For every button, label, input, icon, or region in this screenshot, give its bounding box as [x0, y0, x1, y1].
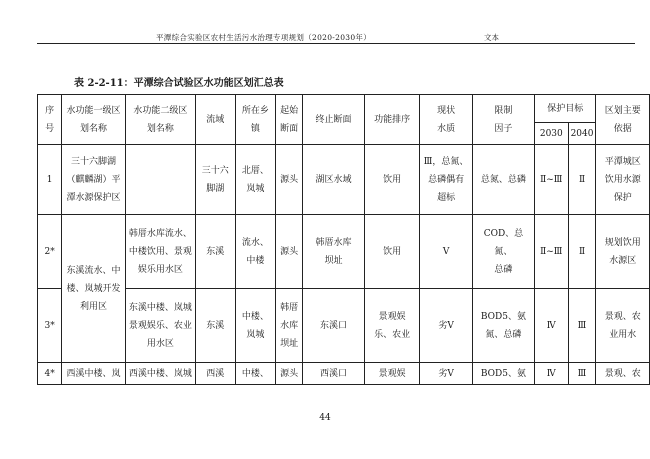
- cell-end: 西溪口: [303, 363, 365, 385]
- cell-end: 东溪口: [303, 289, 365, 363]
- cell-town: 中楼、: [235, 363, 276, 385]
- cell-basin: 西溪: [195, 363, 235, 385]
- cell-level2: 东溪中楼、岚城 景观娱乐、农业 用水区: [125, 289, 195, 363]
- page-number: 44: [319, 413, 331, 423]
- cell-target-2040: Ⅱ: [568, 145, 596, 215]
- cell-target-2030: Ⅳ: [535, 289, 569, 363]
- header-level1: 水功能一级区 划名称: [62, 95, 126, 145]
- cell-basin: 三十六 脚湖: [195, 145, 235, 215]
- cell-start: 韩厝 水库 坝址: [276, 289, 303, 363]
- header-no: 序 号: [38, 95, 62, 145]
- header-2040: 2040: [568, 123, 596, 145]
- cell-no: 4*: [38, 363, 62, 385]
- cell-no: 1: [38, 145, 62, 215]
- header-end: 终止断面: [303, 95, 365, 145]
- header-rule: [37, 43, 635, 44]
- cell-basis: 规划饮用 水源区: [596, 215, 650, 289]
- cell-rank: 饮用: [365, 145, 420, 215]
- header-start: 起始 断面: [276, 95, 303, 145]
- cell-limit-factor: BOD5、氨: [472, 363, 534, 385]
- cell-basis: 景观、农 业用水: [596, 289, 650, 363]
- cell-basis: 平潭城区 饮用水源 保护: [596, 145, 650, 215]
- header-rank: 功能排序: [365, 95, 420, 145]
- table-row: [38, 363, 650, 385]
- cell-start: 源头: [276, 215, 303, 289]
- header-title: 平潭综合实验区农村生活污水治理专项规划（2020-2030年）: [156, 33, 372, 42]
- cell-rank: 景观娱 乐、农业: [365, 289, 420, 363]
- cell-target-2030: Ⅱ~Ⅲ: [535, 145, 569, 215]
- cell-level2: 韩厝水库流水、 中楼饮用、景观 娱乐用水区: [125, 215, 195, 289]
- cell-no: 3*: [38, 289, 62, 363]
- cell-level2: [125, 145, 195, 215]
- cell-town: 流水、 中楼: [235, 215, 276, 289]
- cell-basis: 景观、农: [596, 363, 650, 385]
- cell-limit-factor: COD、总氮、 总磷: [472, 215, 534, 289]
- cell-level1: 西溪中楼、岚: [62, 363, 126, 385]
- cell-rank: 景观娱: [365, 363, 420, 385]
- table-caption: 表 2-2-11：平潭综合试验区水功能区划汇总表: [74, 78, 284, 89]
- cell-basin: 东溪: [195, 289, 235, 363]
- cell-target-2030: Ⅳ: [535, 363, 569, 385]
- cell-no: 2*: [38, 215, 62, 289]
- cell-end: 湖区水域: [303, 145, 365, 215]
- header-current-quality: 现状 水质: [420, 95, 473, 145]
- cell-town: 中楼、 岚城: [235, 289, 276, 363]
- table-header-row: [38, 95, 650, 123]
- table-row: [38, 215, 650, 289]
- cell-start: 源头: [276, 363, 303, 385]
- header-level2: 水功能二级区 划名称: [125, 95, 195, 145]
- cell-target-2030: Ⅱ~Ⅲ: [535, 215, 569, 289]
- header-2030: 2030: [535, 123, 569, 145]
- header-town: 所在乡 镇: [235, 95, 276, 145]
- table-row: [38, 145, 650, 215]
- header-basin: 流域: [195, 95, 235, 145]
- cell-target-2040: Ⅲ: [568, 289, 596, 363]
- cell-basin: 东溪: [195, 215, 235, 289]
- cell-start: 源头: [276, 145, 303, 215]
- cell-current-quality: Ⅲ，总氮、 总磷偶有 超标: [420, 145, 473, 215]
- table-row: [38, 289, 650, 363]
- cell-end: 韩厝水库 坝址: [303, 215, 365, 289]
- cell-level1: 三十六脚湖 （麒麟湖）平 潭水源保护区: [62, 145, 126, 215]
- cell-level2: 西溪中楼、岚城: [125, 363, 195, 385]
- header-target: 保护目标: [535, 95, 596, 123]
- header-limit-factor: 限制 因子: [472, 95, 534, 145]
- cell-target-2040: Ⅲ: [568, 363, 596, 385]
- water-function-zoning-table: [37, 94, 650, 385]
- header-right-label: 文本: [484, 33, 499, 42]
- cell-level1: 东溪流水、中 楼、岚城开发 利用区: [62, 215, 126, 363]
- cell-current-quality: Ⅴ: [420, 215, 473, 289]
- cell-current-quality: 劣Ⅴ: [420, 363, 473, 385]
- header-basis: 区划主要 依据: [596, 95, 650, 145]
- cell-target-2040: Ⅱ: [568, 215, 596, 289]
- cell-rank: 饮用: [365, 215, 420, 289]
- cell-town: 北厝、 岚城: [235, 145, 276, 215]
- cell-current-quality: 劣Ⅴ: [420, 289, 473, 363]
- cell-limit-factor: 总氮、总磷: [472, 145, 534, 215]
- cell-limit-factor: BOD5、氨 氮、总磷: [472, 289, 534, 363]
- page-header: [0, 30, 650, 44]
